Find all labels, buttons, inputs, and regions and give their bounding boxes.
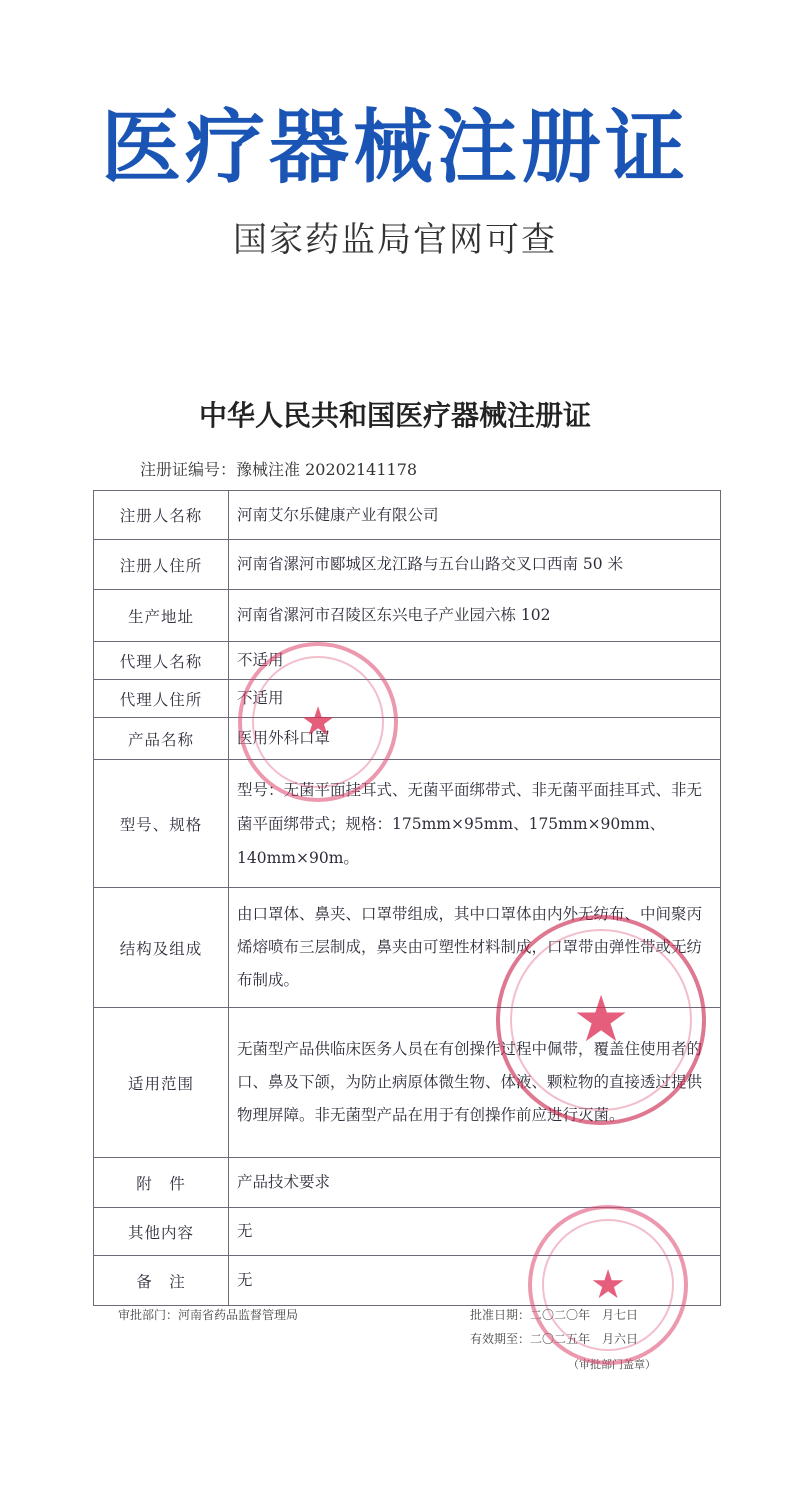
table-row [94, 642, 721, 680]
row-label: 适用范围 [94, 1008, 229, 1158]
row-value: 无 [229, 1256, 721, 1306]
row-label: 附 件 [94, 1158, 229, 1208]
row-label: 代理人名称 [94, 642, 229, 680]
row-value: 医用外科口罩 [229, 718, 721, 760]
row-value: 无菌型产品供临床医务人员在有创操作过程中佩带，覆盖住使用者的口、鼻及下颌，为防止病原体微生物、体液、颗粒物的直接透过提供物理屏障。非无菌型产品在用于有创操作前应进行灭菌。 [229, 1008, 721, 1158]
star-icon: ★ [572, 983, 630, 1057]
row-value: 河南艾尔乐健康产业有限公司 [229, 491, 721, 540]
approval-date: 批准日期：二〇二〇年 月七日 [470, 1308, 639, 1322]
table-row [94, 680, 721, 718]
table-row [94, 718, 721, 760]
table-row [94, 1256, 721, 1306]
row-label: 注册人名称 [94, 491, 229, 540]
certificate-number-value: 豫械注准 20202141178 [236, 460, 418, 479]
row-value: 由口罩体、鼻夹、口罩带组成，其中口罩体由内外无纺布、中间聚丙烯熔喷布三层制成，鼻夹由可塑性材料制成，口罩带由弹性带或无纺布制成。 [229, 888, 721, 1008]
row-label: 结构及组成 [94, 888, 229, 1008]
table-row [94, 1208, 721, 1256]
row-value: 河南省漯河市召陵区东兴电子产业园六栋 102 [229, 590, 721, 642]
certificate-table [93, 490, 721, 1306]
row-value: 型号：无菌平面挂耳式、无菌平面绑带式、非无菌平面挂耳式、非无菌平面绑带式；规格：175mm×95mm、175mm×90mm、140mm×90m。 [229, 760, 721, 888]
star-icon: ★ [300, 699, 336, 745]
page-subtitle: 国家药监局官网可查 [233, 220, 557, 260]
table-row [94, 491, 721, 540]
table-row [94, 888, 721, 1008]
row-value: 不适用 [229, 680, 721, 718]
table-row [94, 1008, 721, 1158]
certificate-title: 中华人民共和国医疗器械注册证 [198, 399, 591, 432]
row-label: 型号、规格 [94, 760, 229, 888]
row-label: 备 注 [94, 1256, 229, 1306]
table-row [94, 760, 721, 888]
approval-department: 审批部门：河南省药品监督管理局 [118, 1308, 299, 1322]
row-value: 不适用 [229, 642, 721, 680]
certificate-number [140, 457, 417, 480]
certificate-number-label: 注册证编号： [140, 460, 237, 479]
page-title: 医疗器械注册证 [101, 101, 689, 194]
row-label: 其他内容 [94, 1208, 229, 1256]
table-row [94, 540, 721, 590]
table-row [94, 1158, 721, 1208]
row-value: 产品技术要求 [229, 1158, 721, 1208]
row-value: 无 [229, 1208, 721, 1256]
row-label: 代理人住所 [94, 680, 229, 718]
valid-until: 有效期至：二〇二五年 月六日 [470, 1332, 639, 1346]
row-value: 河南省漯河市郾城区龙江路与五台山路交叉口西南 50 米 [229, 540, 721, 590]
row-label: 产品名称 [94, 718, 229, 760]
seal-note: （审批部门盖章） [568, 1358, 656, 1371]
row-label: 生产地址 [94, 590, 229, 642]
star-icon: ★ [590, 1262, 626, 1308]
row-label: 注册人住所 [94, 540, 229, 590]
table-row [94, 590, 721, 642]
